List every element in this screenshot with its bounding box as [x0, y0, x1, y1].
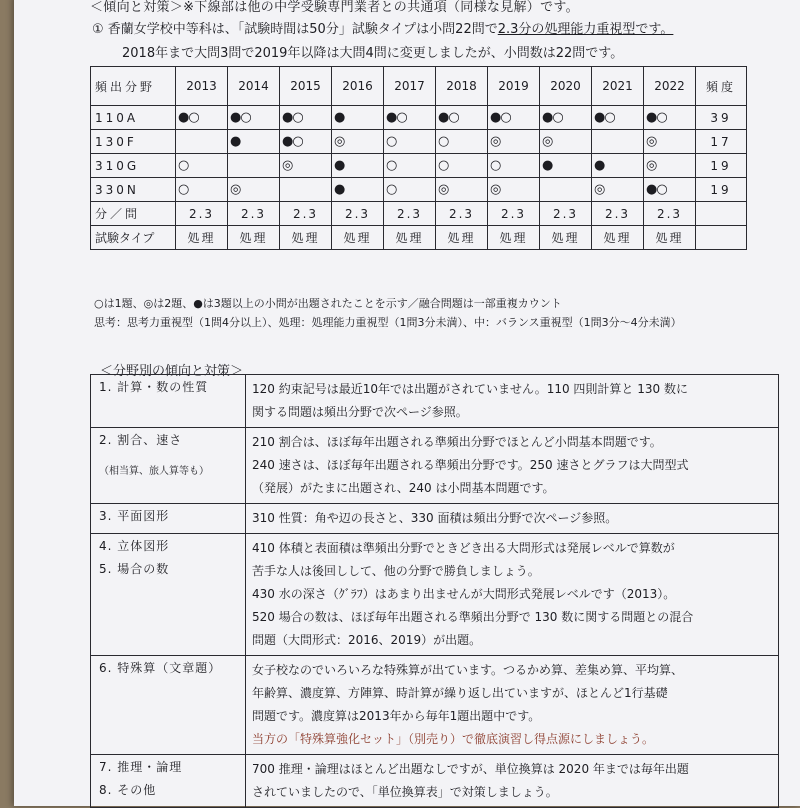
exam-type-cell: 処理	[592, 226, 644, 250]
mark-cell: ●	[332, 106, 384, 130]
frequency-table	[90, 66, 747, 250]
legend-note: ○は1題、◎は2題、●は3題以上の小問が出題されたことを示す／融合問題は一部重複カウント	[94, 297, 562, 310]
exam-type-cell: 処理	[488, 226, 540, 250]
mark-cell: ●○	[280, 130, 332, 154]
description-line: 女子校なのでいろいろな特殊算が出ています。つるかめ算、差集め算、平均算、	[252, 663, 684, 677]
year-header: 2017	[384, 67, 436, 106]
description-line: 210 割合は、ほぼ毎年出題される準頻出分野でほとんど小問基本問題です。	[252, 435, 662, 449]
mark-cell: ○	[384, 130, 436, 154]
mark-cell: ●○	[228, 106, 280, 130]
table-row	[91, 202, 747, 226]
description-cell	[246, 534, 779, 656]
mark-cell: ●○	[436, 106, 488, 130]
table-row	[91, 428, 779, 504]
category-label: 7. 推理・論理	[99, 760, 183, 774]
mark-cell: ◎	[488, 130, 540, 154]
description-line: 240 速さは、ほぼ毎年出題される準頻出分野です。250 速さとグラフは大問型式	[252, 458, 689, 472]
category-cell	[91, 504, 246, 534]
intro-line-2: 2018年まで大問3問で2019年以降は大問4問に変更しましたが、小問数は22問です。	[122, 46, 624, 61]
category-label: 8. その他	[99, 783, 157, 797]
exam-type-cell: 処理	[644, 226, 696, 250]
year-header: 2021	[592, 67, 644, 106]
count-cell: 19	[696, 178, 747, 202]
table-row	[91, 130, 747, 154]
category-label: 6. 特殊算（文章題）	[99, 661, 222, 675]
year-header: 2015	[280, 67, 332, 106]
mark-cell: ◎	[644, 154, 696, 178]
intro-line-1-underlined: 2.3分の処理能力重視型です。	[497, 22, 674, 37]
description-line: 520 場合の数は、ほぼ毎年出題される準頻出分野で 130 数に関する問題との混合	[252, 610, 694, 624]
mark-cell: ◎	[228, 178, 280, 202]
empty-cell	[696, 202, 747, 226]
mark-cell	[176, 130, 228, 154]
count-cell: 19	[696, 154, 747, 178]
mark-cell	[228, 154, 280, 178]
table-row	[91, 656, 779, 755]
section-title: ＜分野別の傾向と対策＞	[100, 364, 244, 379]
description-line: 年齢算、濃度算、方陣算、時計算が繰り返し出ていますが、ほとんど1行基礎	[252, 686, 668, 700]
table-row	[91, 226, 747, 250]
mark-cell: ○	[488, 154, 540, 178]
per-question-cell: 2.3	[592, 202, 644, 226]
mark-cell: ◎	[280, 154, 332, 178]
category-cell	[91, 534, 246, 656]
row-label: 110A	[91, 106, 176, 130]
empty-cell	[696, 226, 747, 250]
mark-cell: ◎	[540, 130, 592, 154]
mark-cell: ○	[384, 154, 436, 178]
mark-cell: ○	[384, 178, 436, 202]
year-header: 2013	[176, 67, 228, 106]
description-cell	[246, 375, 779, 428]
mark-cell: ●	[332, 154, 384, 178]
mark-cell: ●○	[488, 106, 540, 130]
mark-cell: ●○	[644, 106, 696, 130]
per-question-label: 分／問	[91, 202, 176, 226]
exam-type-cell: 処理	[332, 226, 384, 250]
mark-cell: ●	[228, 130, 280, 154]
per-question-cell: 2.3	[280, 202, 332, 226]
mark-cell: ○	[436, 154, 488, 178]
mark-cell	[540, 178, 592, 202]
category-sublabel: （相当算、旅人算等も）	[99, 466, 209, 477]
year-header: 2014	[228, 67, 280, 106]
mark-cell: ●○	[592, 106, 644, 130]
mark-cell: ●○	[176, 106, 228, 130]
description-cell	[246, 428, 779, 504]
exam-type-label: 試験タイプ	[91, 226, 176, 250]
exam-type-cell: 処理	[436, 226, 488, 250]
category-cell	[91, 428, 246, 504]
exam-type-cell: 処理	[176, 226, 228, 250]
mark-cell: ◎	[644, 130, 696, 154]
count-header: 頻度	[696, 67, 747, 106]
intro-line-1-text: ① 香蘭女学校中等科は、「試験時間は50分」試験タイプは小問22問で	[92, 22, 498, 37]
per-question-cell: 2.3	[332, 202, 384, 226]
description-cell	[246, 504, 779, 534]
description-line: （発展）がたまに出題され、240 は小問基本問題です。	[252, 481, 555, 495]
row-label: 330N	[91, 178, 176, 202]
mark-cell: ○	[176, 154, 228, 178]
category-label: 3. 平面図形	[99, 509, 170, 523]
mark-cell: ●○	[644, 178, 696, 202]
description-line: 問題です。濃度算は2013年から毎年1題出題中です。	[252, 709, 541, 723]
year-header: 2019	[488, 67, 540, 106]
exam-type-cell: 処理	[228, 226, 280, 250]
type-note: 思考：思考力重視型（1問4分以上）、処理：処理能力重視型（1問3分未満）、中：バランス重視型（1問3分～4分未満）	[94, 316, 682, 329]
mark-cell: ●	[332, 178, 384, 202]
mark-cell: ●	[540, 154, 592, 178]
row-label: 310G	[91, 154, 176, 178]
description-cell	[246, 656, 779, 755]
category-label: 1. 計算・数の性質	[99, 380, 209, 394]
category-cell	[91, 375, 246, 428]
description-line: 問題（大問形式：2016、2019）が出題。	[252, 633, 482, 647]
per-question-cell: 2.3	[384, 202, 436, 226]
category-cell	[91, 656, 246, 755]
field-analysis-table	[90, 374, 779, 808]
mark-cell: ◎	[488, 178, 540, 202]
count-cell: 17	[696, 130, 747, 154]
mark-cell: ○	[176, 178, 228, 202]
mark-cell	[592, 130, 644, 154]
description-line: 410 体積と表面積は準頻出分野でときどき出る大問形式は発展レベルで算数が	[252, 541, 675, 555]
mark-cell: ●	[592, 154, 644, 178]
description-line: 120 約束記号は最近10年では出題がされていません。110 四則計算と 130 数に	[252, 382, 688, 396]
mark-cell: ●○	[280, 106, 332, 130]
category-label: 4. 立体図形	[99, 539, 170, 553]
mark-cell	[280, 178, 332, 202]
year-header: 2022	[644, 67, 696, 106]
per-question-cell: 2.3	[644, 202, 696, 226]
per-question-cell: 2.3	[176, 202, 228, 226]
description-line: 700 推理・論理はほとんど出題なしですが、単位換算は 2020 年までは毎年出題	[252, 762, 689, 776]
table-row	[91, 375, 779, 428]
year-header: 2018	[436, 67, 488, 106]
per-question-cell: 2.3	[436, 202, 488, 226]
table-row	[91, 504, 779, 534]
description-line: 430 水の深さ（ｸﾞﾗﾌ）はあまり出ませんが大問形式発展レベルです（2013）。	[252, 587, 676, 601]
category-label: 2. 割合、速さ	[99, 433, 183, 447]
table-row	[91, 154, 747, 178]
exam-type-cell: 処理	[384, 226, 436, 250]
description-line: 当方の「特殊算強化セット」（別売り）で徹底演習し得点源にしましょう。	[252, 732, 655, 746]
mark-cell: ◎	[332, 130, 384, 154]
row-label: 130F	[91, 130, 176, 154]
document-page	[14, 0, 800, 806]
description-line: 苦手な人は後回しして、他の分野で勝負しましょう。	[252, 564, 540, 578]
exam-type-cell: 処理	[280, 226, 332, 250]
intro-line-1	[92, 18, 673, 37]
mark-cell: ◎	[436, 178, 488, 202]
year-header: 2016	[332, 67, 384, 106]
description-line: されていましたので、「単位換算表」で対策しましょう。	[252, 785, 558, 799]
count-cell: 39	[696, 106, 747, 130]
description-line: 310 性質：角や辺の長さと、330 面積は頻出分野で次ページ参照。	[252, 511, 618, 525]
mark-cell: ●○	[540, 106, 592, 130]
page-header: ＜傾向と対策＞※下線部は他の中学受験専門業者との共通項（同様な見解）です。	[90, 0, 579, 15]
mark-cell: ◎	[592, 178, 644, 202]
corner-label: 頻出分野	[91, 67, 176, 106]
year-header: 2020	[540, 67, 592, 106]
mark-cell: ○	[436, 130, 488, 154]
per-question-cell: 2.3	[488, 202, 540, 226]
category-label: 5. 場合の数	[99, 562, 170, 576]
table-row	[91, 106, 747, 130]
table-row	[91, 534, 779, 656]
per-question-cell: 2.3	[228, 202, 280, 226]
table-row	[91, 178, 747, 202]
per-question-cell: 2.3	[540, 202, 592, 226]
exam-type-cell: 処理	[540, 226, 592, 250]
mark-cell: ●○	[384, 106, 436, 130]
description-line: 関する問題は頻出分野で次ページ参照。	[252, 405, 468, 419]
table-header-row	[91, 67, 747, 106]
